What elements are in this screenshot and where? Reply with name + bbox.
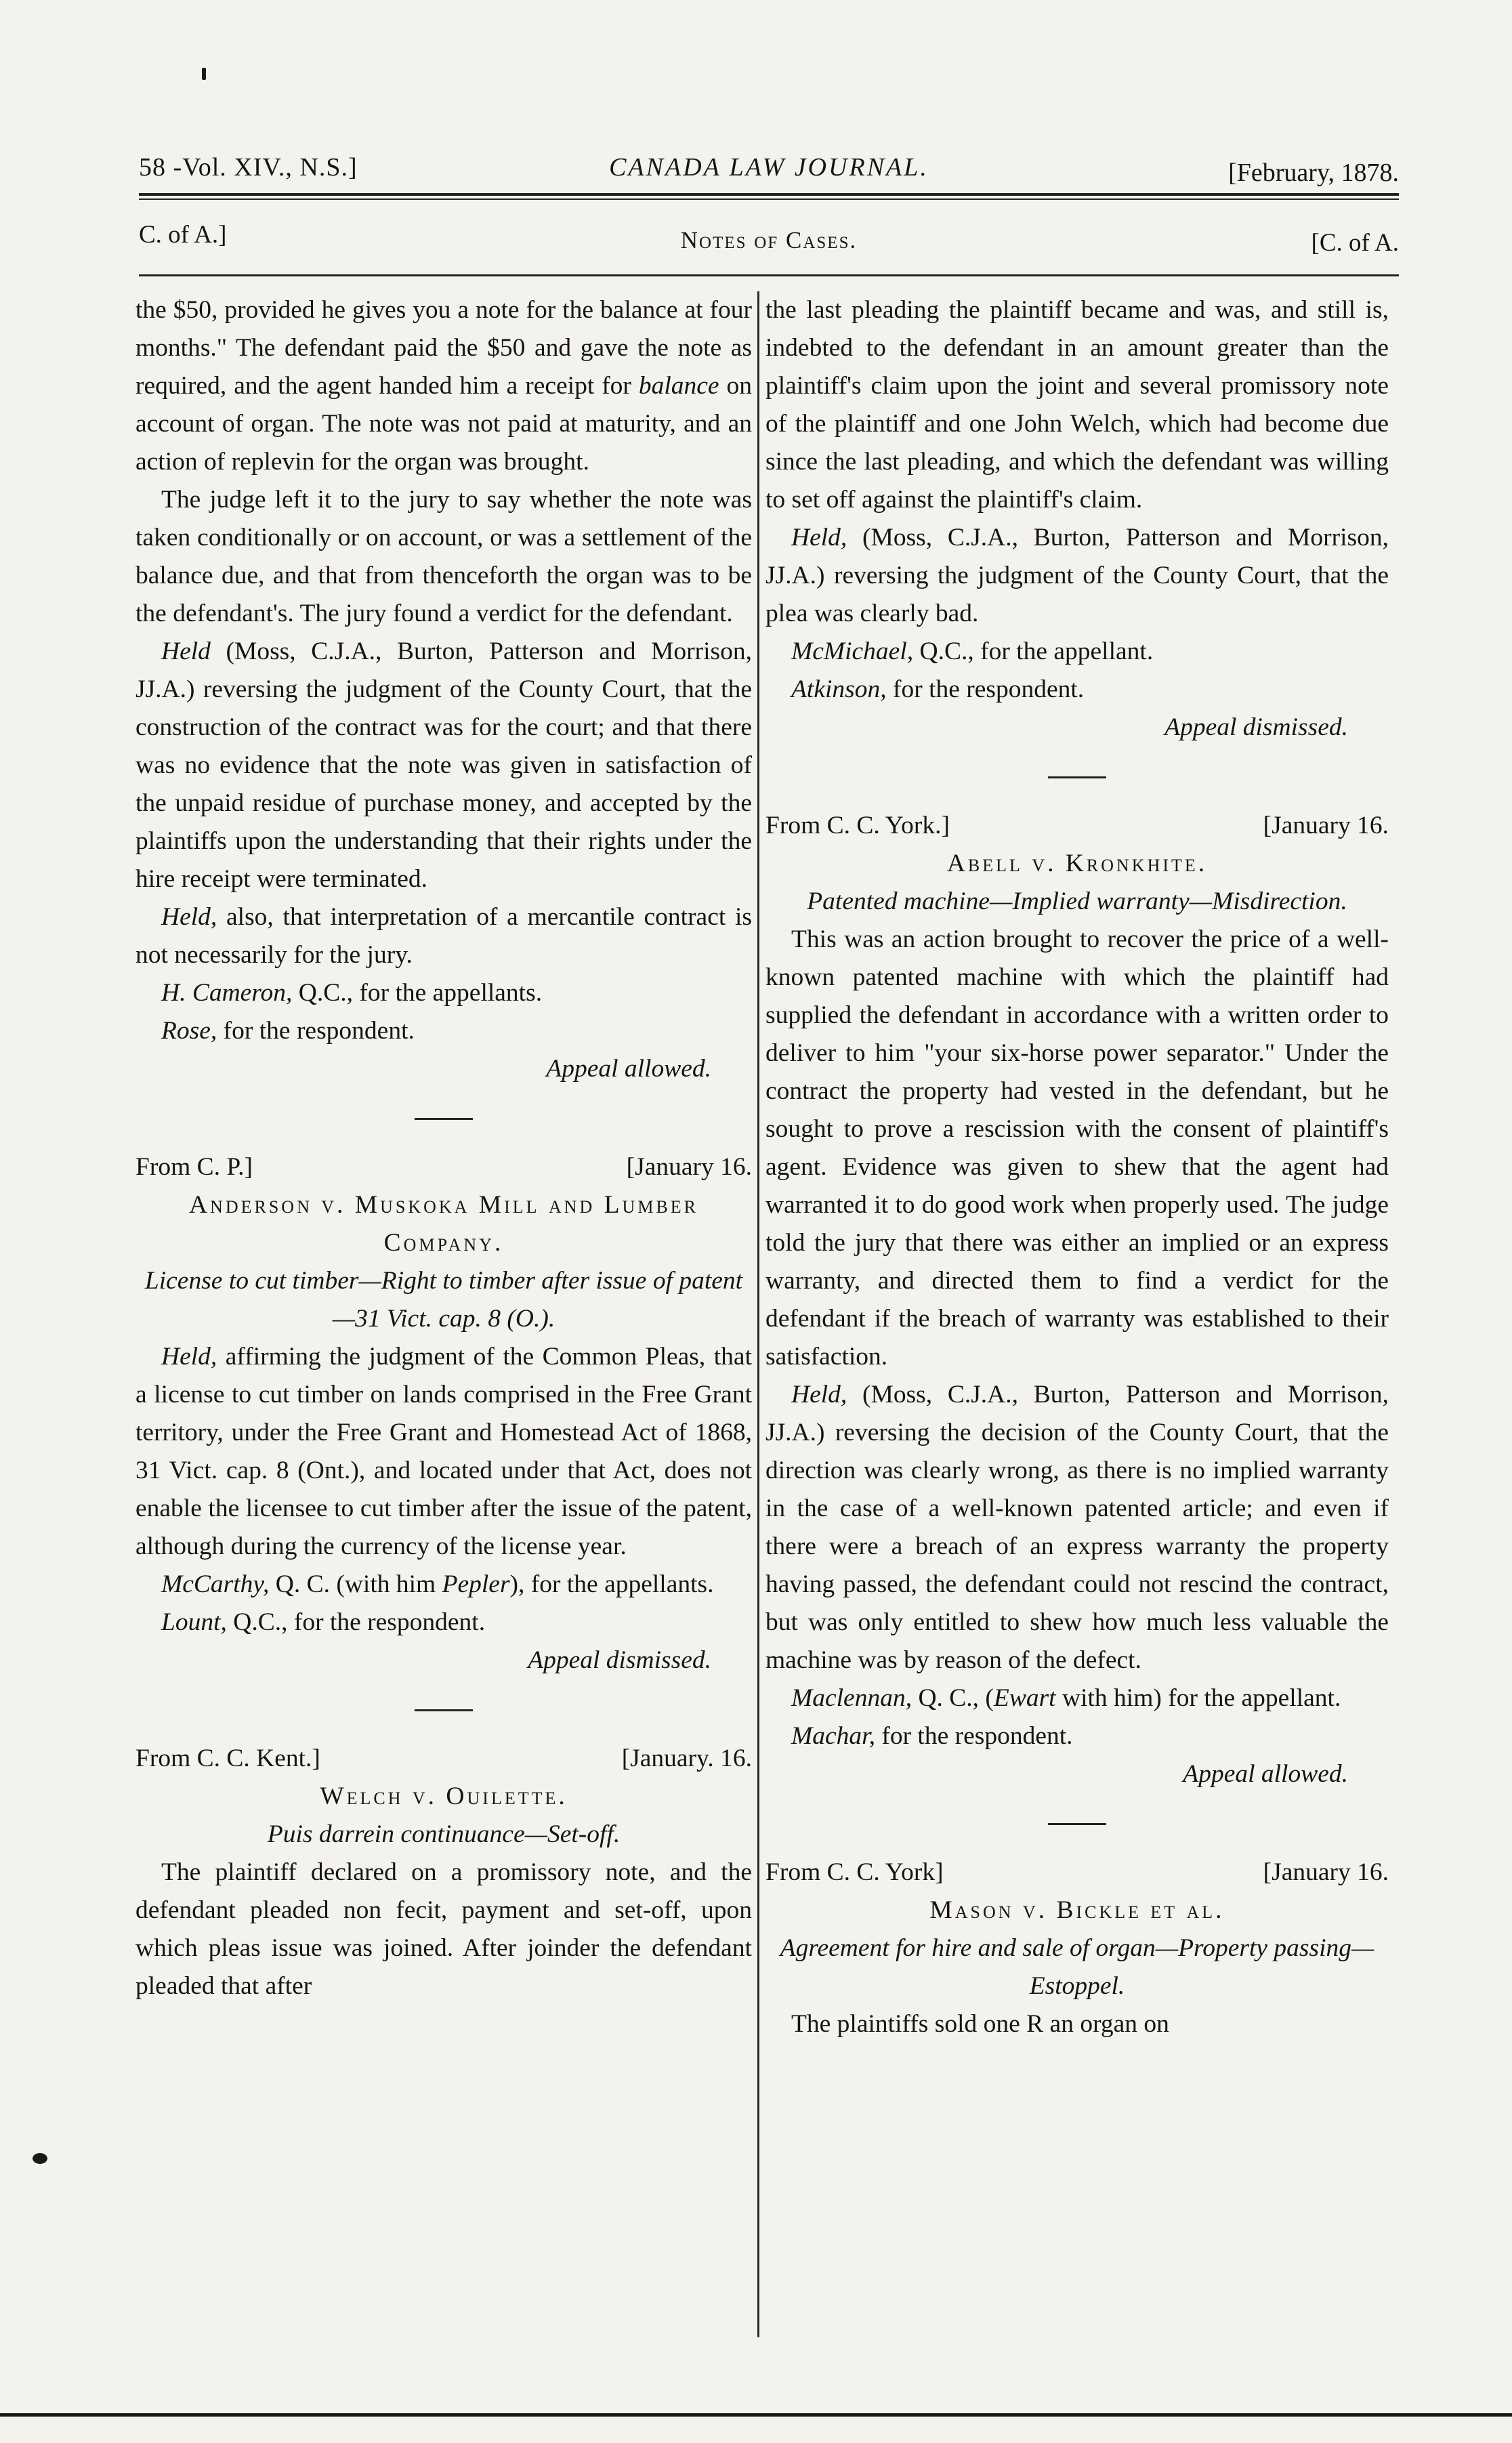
section-title: Notes of Cases. [680, 227, 858, 253]
case-date: [January. 16. [621, 1745, 752, 1772]
paragraph: the last pleading the plaintiff became and was, and still is, indebted to the defendant in an amount greater than the plaintiff's claim upon the joint and several promissory note of the plaintiff and one John Welch, which had become due since the last pleading, and which the defendant was willing to set off against the plaintiff's claim. [765, 296, 1389, 514]
paragraph: Held (Moss, C.J.A., Burton, Patterson and Morrison, JJ.A.) reversing the judgment of the County Court, that the construction of the contract was for the court; and that there was no evidence that the note was given in satisfaction of the unpaid residue of purchase money, and accepted by the plaintiffs upon the understanding that their rights under the hire receipt were terminated. [135, 638, 752, 893]
paragraph: This was an action brought to recover the price of a well-known patented machine with which the plaintiff had supplied the defendant in accordance with a written order to deliver to him "your six-horse power separator." Under the contract the property had vested in the defendant, but he sought to prove a rescission with the consent of plaintiff's agent. Evidence was given to shew that the agent had warranted it to do good work when properly used. The judge told the jury that there was either an implied or an express warranty, and directed them to find a verdict for the defendant if the breach of warranty was established to their satisfaction. [765, 925, 1389, 1371]
right-column [765, 291, 1389, 2043]
case-date: [January 16. [1263, 812, 1389, 839]
case-headnote: Patented machine—Implied warranty—Misdirection. [807, 888, 1347, 915]
case-headnote: License to cut timber—Right to timber after issue of patent—31 Vict. cap. 8 (O.). [144, 1267, 743, 1333]
case-court: From C. P.] [135, 1153, 253, 1181]
counsel-line: Maclennan, Q. C., (Ewart with him) for the appellant. [791, 1684, 1341, 1712]
paragraph: Held, also, that interpretation of a mercantile contract is not necessarily for the jury. [135, 903, 752, 969]
counsel-line: Rose, for the respondent. [161, 1017, 415, 1045]
counsel-line: McMichael, Q.C., for the appellant. [791, 638, 1154, 665]
counsel-line: McCarthy, Q. C. (with him Pepler), for the appellants. [161, 1570, 714, 1598]
case-origin-line [135, 1740, 752, 1778]
paragraph: The judge left it to the jury to say whether the note was taken conditionally or on account, or was a settlement of the balance due, and that from thenceforth the organ was to be the defendant's. The jury found a verdict for the defendant. [135, 486, 752, 627]
counsel-line: Machar, for the respondent. [791, 1722, 1073, 1750]
section-rule [139, 274, 1399, 276]
case-result: Appeal dismissed. [1164, 713, 1348, 741]
header-journal-title: CANADA LAW JOURNAL. [609, 153, 929, 182]
counsel-line: Atkinson, for the respondent. [791, 675, 1085, 703]
counsel-line: H. Cameron, Q.C., for the appellants. [161, 979, 543, 1007]
header-rule-top [139, 193, 1399, 196]
case-result: Appeal dismissed. [528, 1646, 711, 1674]
section-court-left: C. of A.] [139, 221, 227, 249]
margin-speck [33, 2153, 47, 2164]
case-title: Anderson v. Muskoka Mill and Lumber Company. [188, 1191, 699, 1257]
paragraph: Held, (Moss, C.J.A., Burton, Patterson and Morrison, JJ.A.) reversing the decision of the County Court, that the direction was clearly wrong, as there is no implied warranty in the case of a well-known patented article; and even if there were a breach of an express warranty the property having passed, the defendant could not rescind the contract, but was only entitled to shew how much less valuable the machine was by reason of the defect. [765, 1381, 1389, 1674]
paragraph: Held, affirming the judgment of the Common Pleas, that a license to cut timber on lands comprised in the Free Grant territory, under the Free Grant and Homestead Act of 1868, 31 Vict. cap. 8 (Ont.), and located under that Act, does not enable the licensee to cut timber after the issue of the patent, although during the currency of the license year. [135, 1343, 752, 1560]
page-bottom-edge [0, 2413, 1512, 2417]
case-result: Appeal allowed. [1183, 1760, 1348, 1788]
section-header [139, 220, 1399, 261]
paragraph: The plaintiffs sold one R an organ on [791, 2010, 1169, 2038]
case-origin-line [765, 1854, 1389, 1892]
paragraph: Held, (Moss, C.J.A., Burton, Patterson and Morrison, JJ.A.) reversing the judgment of the County Court, that the plea was clearly bad. [765, 524, 1389, 627]
case-separator [415, 1118, 473, 1120]
header-rule-bottom [139, 199, 1399, 200]
case-title: Abell v. Kronkhite. [946, 850, 1208, 877]
case-separator [1048, 776, 1106, 778]
left-column [135, 291, 752, 2005]
header-date: [February, 1878. [1228, 159, 1399, 187]
margin-speck [202, 68, 206, 80]
case-separator [1048, 1823, 1106, 1825]
paragraph: The plaintiff declared on a promissory note, and the defendant pleaded non fecit, payment and set-off, upon which pleas issue was joined. After joinder the defendant pleaded that after [135, 1858, 752, 2000]
case-headnote: Agreement for hire and sale of organ—Property passing—Estoppel. [780, 1934, 1374, 2000]
case-court: From C. C. York] [765, 1858, 944, 1886]
case-origin-line [135, 1148, 752, 1186]
case-separator [415, 1709, 473, 1711]
header-volume: 58 -Vol. XIV., N.S.] [139, 153, 358, 182]
case-title: Mason v. Bickle et al. [929, 1896, 1225, 1924]
paragraph: the $50, provided he gives you a note for the balance at four months." The defendant paid the $50 and gave the note as required, and the agent handed him a receipt for balance on account of organ. The note was not paid at maturity, and an action of replevin for the organ was brought. [135, 296, 753, 476]
case-origin-line [765, 807, 1389, 845]
case-court: From C. C. Kent.] [135, 1745, 320, 1772]
case-court: From C. C. York.] [765, 812, 950, 839]
case-result: Appeal allowed. [546, 1055, 711, 1083]
case-title: Welch v. Ouilette. [320, 1782, 568, 1810]
column-divider [757, 291, 759, 2337]
case-headnote: Puis darrein continuance—Set-off. [267, 1820, 621, 1848]
counsel-line: Lount, Q.C., for the respondent. [161, 1608, 486, 1636]
case-date: [January 16. [626, 1153, 752, 1181]
case-date: [January 16. [1263, 1858, 1389, 1886]
section-court-right: [C. of A. [1311, 229, 1399, 257]
